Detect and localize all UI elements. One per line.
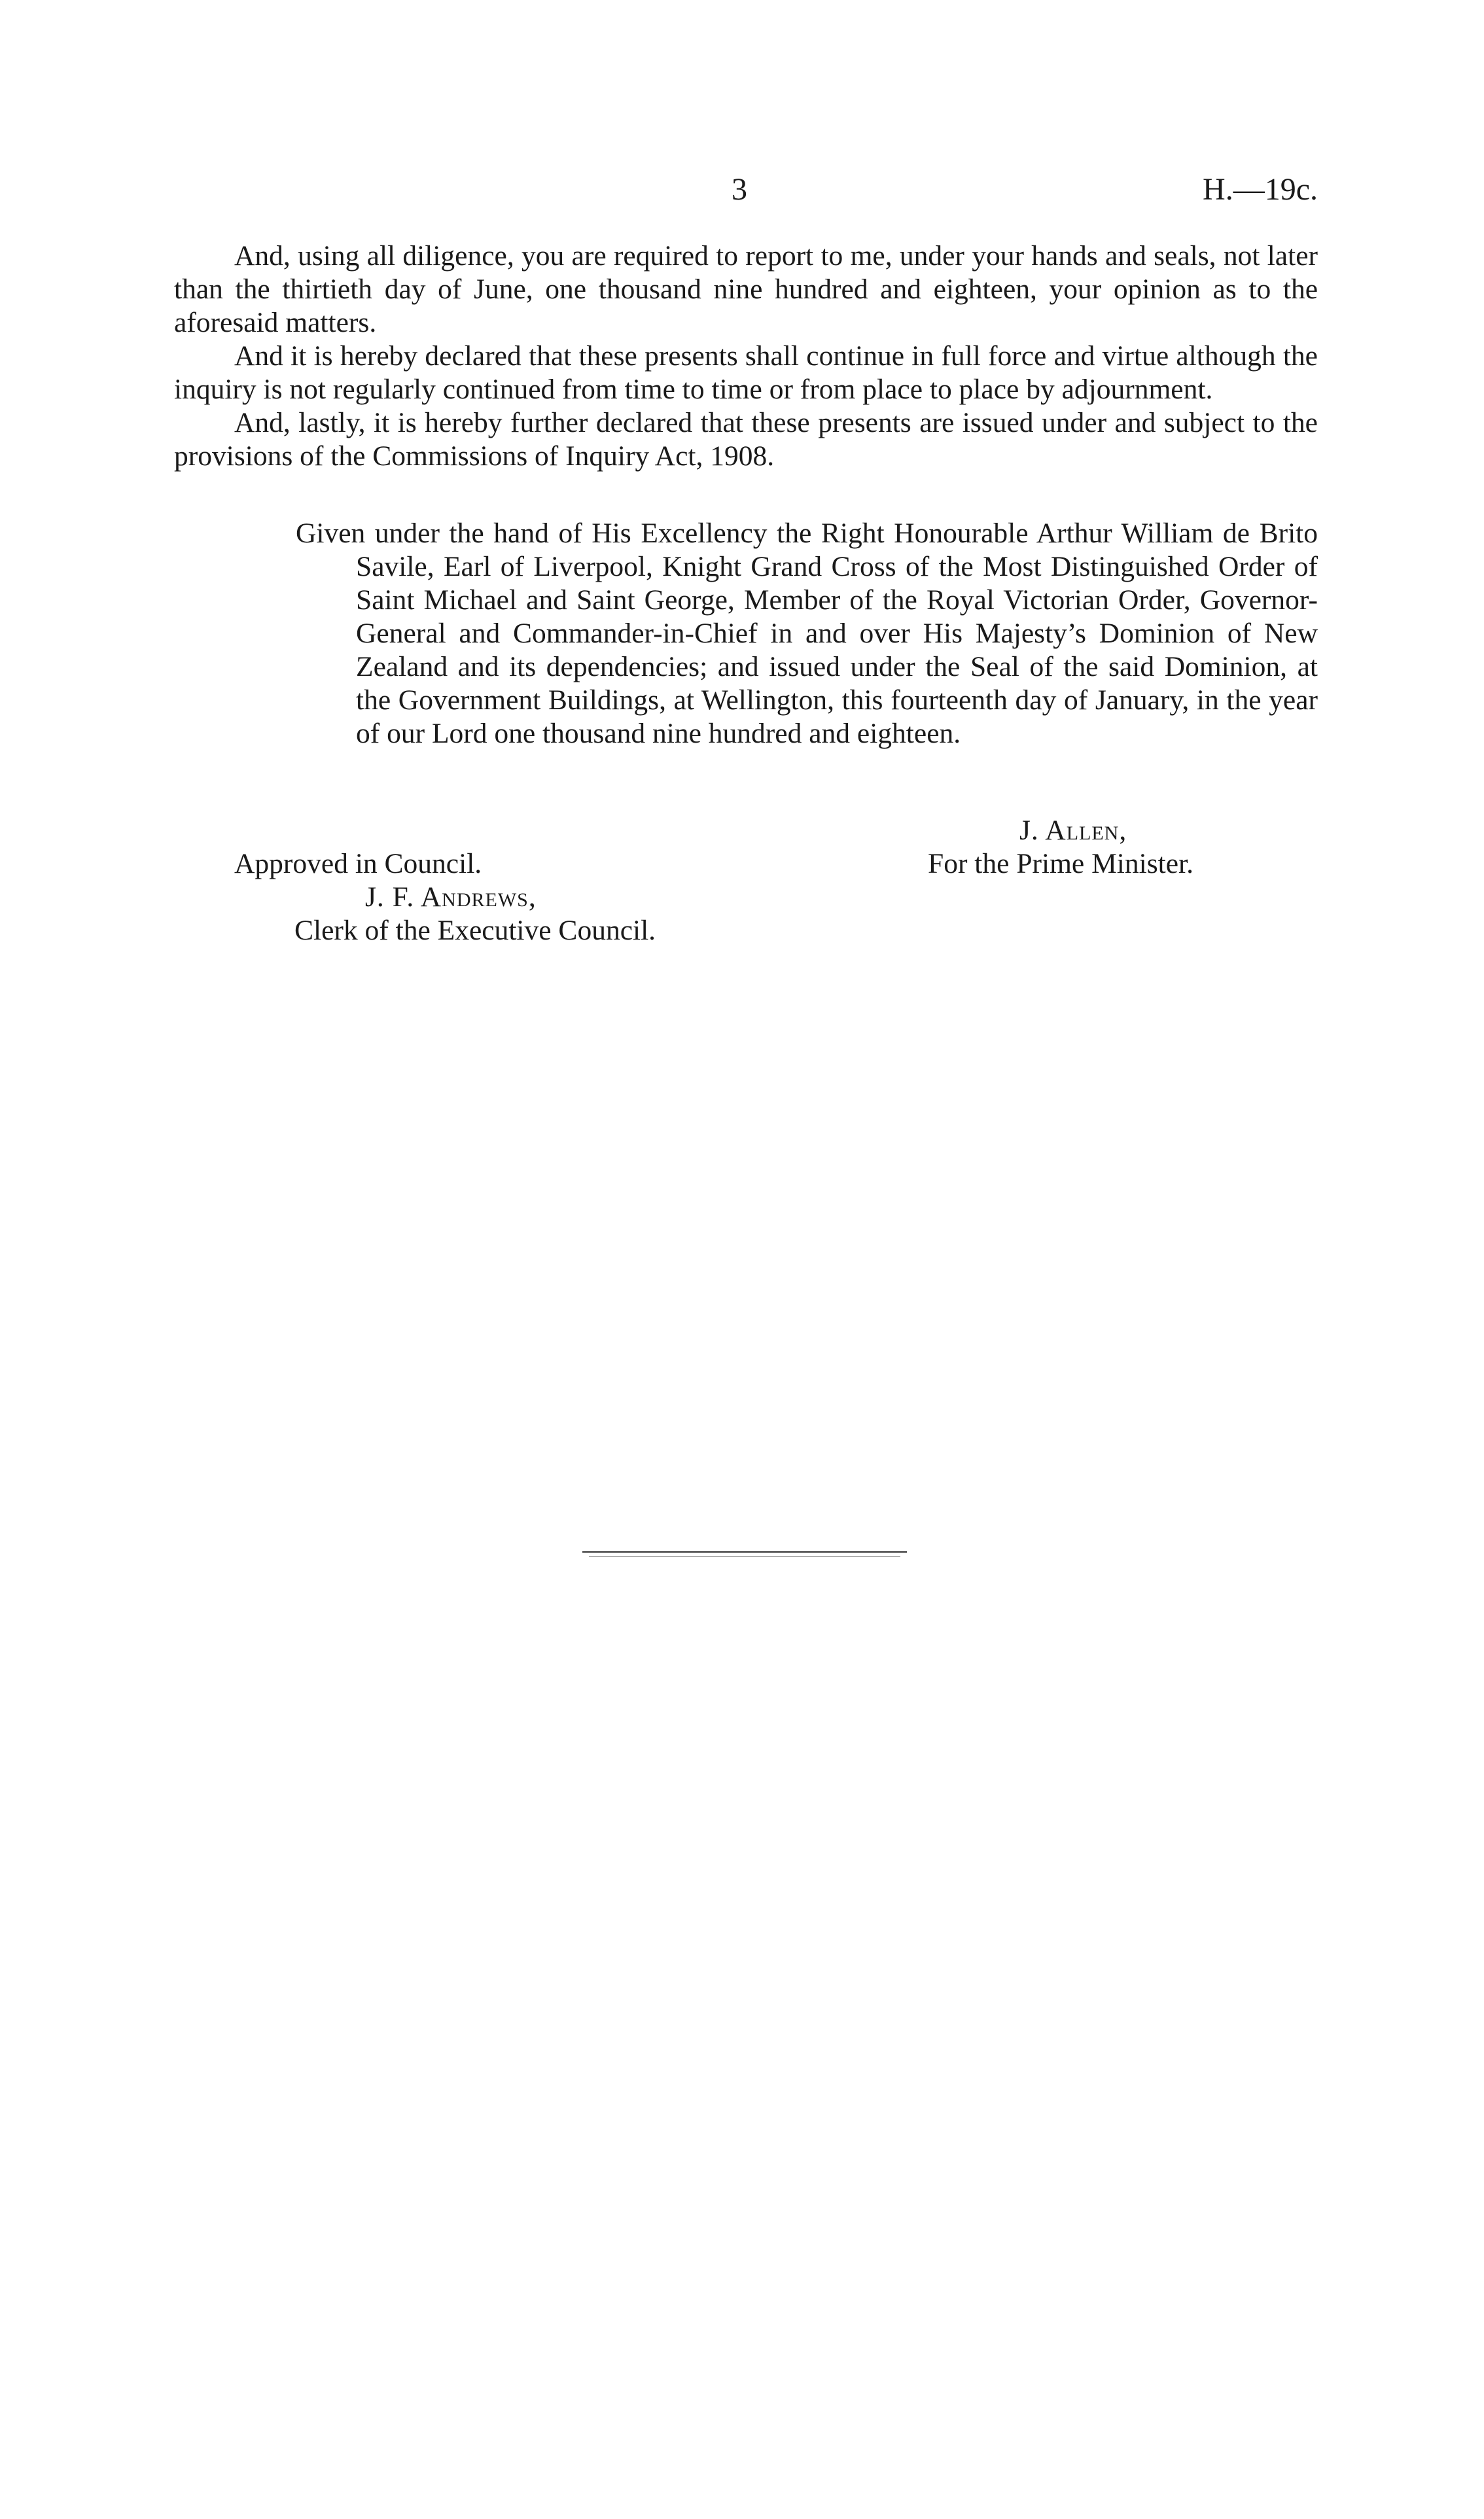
approved-in-council: Approved in Council. [234, 848, 482, 879]
paragraph-full-force: And it is hereby declared that these presents shall continue in full force and virtue although the inquiry is not regularly continued from time to time or from place to place by adjournment. [174, 340, 1318, 405]
paragraph-report: And, using all diligence, you are required to report to me, under your hands and seals, not later than the thirtieth day of June, one thousand nine hundred and eighteen, your opinion as to the aforesaid matters. [174, 240, 1318, 338]
signature-executive-council [234, 847, 823, 947]
body-text [174, 239, 1318, 473]
end-rule-secondary [589, 1556, 900, 1557]
end-rule [582, 1551, 907, 1553]
paragraph-provisions: And, lastly, it is hereby further declared that these presents are issued under and subject to the provisions of the Commissions of Inquiry Act, 1908. [174, 407, 1318, 472]
clerk-name: J. F. Andrews, [365, 881, 537, 913]
document-code: H.—19c. [1203, 172, 1318, 207]
signature-prime-minister [928, 814, 1320, 881]
clerk-title: Clerk of the Executive Council. [294, 915, 656, 946]
signatory-title: For the Prime Minister. [928, 848, 1193, 879]
given-under-hand-paragraph: Given under the hand of His Excellency the Right Honourable Arthur William de Brito Savile, Earl of Liverpool, Knight Grand Cross of the Most Distinguished Order of Saint Michael and Saint George, Member of the Royal Victorian Order, Governor-General and Commander-in-Chief in and over His Majesty’s Dominion of New Zealand and its dependencies; and issued under the Seal of the said Dominion, at the Government Buildings, at Wellington, this fourteenth day of January, in the year of our Lord one thousand nine hundred and eighteen. [296, 518, 1318, 749]
page-header [0, 171, 1484, 217]
page-number: 3 [732, 172, 747, 207]
signatory-name: J. Allen, [1019, 815, 1127, 846]
